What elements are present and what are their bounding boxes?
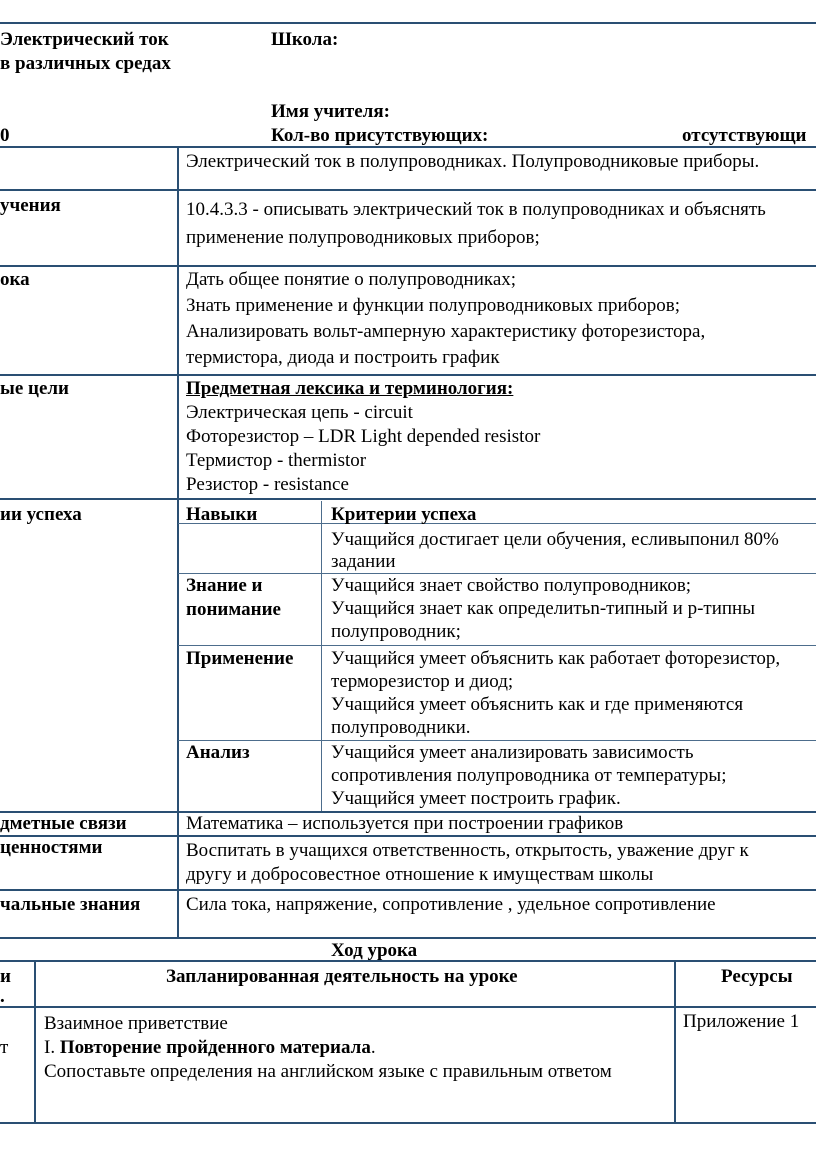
- resource-cell: Приложение 1: [683, 1011, 800, 1032]
- row-divider: [0, 374, 816, 376]
- text-line: Учащийся умеет анализировать зависимость: [331, 742, 694, 763]
- criteria-cell: [331, 741, 726, 810]
- text-line: Учащийся знает как определитьn-типный и p-типны: [331, 598, 755, 619]
- table-bottom-border: [0, 1122, 816, 1124]
- text-line: Учащийся умеет объяснить как и где применяются: [331, 694, 744, 715]
- text-line: Учащийся знает свойство полупроводников;: [331, 575, 692, 596]
- learning-objectives-label: учения: [0, 195, 61, 216]
- text-line: Дать общее понятие о полупроводниках;: [186, 269, 517, 290]
- cross-links-text: Математика – используется при построении графиков: [186, 813, 624, 834]
- criteria-cell: [331, 647, 780, 739]
- text-line: 10.4.3.3 - описывать электрический ток в полупроводниках и объяснять: [186, 199, 766, 220]
- table-top-border: [0, 22, 816, 24]
- text-line: Учащийся умеет объяснить как работает фоторезистор,: [331, 648, 781, 669]
- prior-knowledge-text: Сила тока, напряжение, сопротивление , удельное сопротивление: [186, 894, 716, 915]
- teacher-label: Имя учителя:: [271, 101, 390, 122]
- course-row-stage: т: [0, 1037, 9, 1058]
- skill-cell: [186, 574, 281, 622]
- roman-numeral: I.: [44, 1037, 60, 1058]
- task-text: Сопоставьте определения на английском языке с правильным ответом: [44, 1061, 612, 1082]
- text-line: Фоторезистор – LDR Light depended resistor: [186, 426, 541, 447]
- text-line: Термистор - thermistor: [186, 450, 367, 471]
- text-line: Резистор - resistance: [186, 474, 349, 495]
- text-line: Анализировать вольт-амперную характеристику фоторезистора,: [186, 321, 706, 342]
- skills-column-header: Навыки: [186, 504, 258, 525]
- skill-cell: Анализ: [186, 742, 250, 763]
- topic-title-line1: Электрический ток: [0, 29, 169, 50]
- course-col1-header-extra: .: [0, 986, 5, 1007]
- text-line: терморезистор и диод;: [331, 671, 514, 692]
- lesson-objectives-text: [186, 267, 705, 371]
- text-line: полупроводник;: [331, 621, 461, 642]
- text-line: Электрическая цепь - circuit: [186, 402, 413, 423]
- language-objectives-label: ые цели: [0, 378, 70, 399]
- skill-cell: Применение: [186, 648, 294, 669]
- row-divider: [0, 189, 816, 191]
- lesson-objectives-label: ока: [0, 269, 30, 290]
- success-criteria-label: ии успеха: [0, 504, 82, 525]
- values-label: ценностями: [0, 837, 103, 858]
- values-text: [186, 839, 749, 887]
- row-divider: [0, 498, 816, 500]
- review-dot: .: [370, 1037, 376, 1058]
- text-line: Знать применение и функции полупроводниковых приборов;: [186, 295, 681, 316]
- criteria-cell: [331, 529, 779, 573]
- course-title: Ход урока: [331, 940, 418, 961]
- course-col1-header: и: [0, 966, 11, 987]
- prior-knowledge-label: чальные знания: [0, 894, 141, 915]
- terminology-heading: Предметная лексика и терминология:: [186, 378, 514, 399]
- text-line: Воспитать в учащихся ответственность, открытость, уважение друг к: [186, 840, 749, 861]
- row-divider: [0, 1006, 816, 1008]
- school-label: Школа:: [271, 29, 339, 50]
- resources-header: Ресурсы: [721, 966, 793, 987]
- absent-count-label: отсутствующи: [682, 125, 807, 146]
- text-line: полупроводники.: [331, 717, 471, 738]
- inner-column-divider: [321, 501, 322, 811]
- row-divider: [0, 889, 816, 891]
- text-line: понимание: [186, 599, 281, 620]
- planned-activity-header: Запланированная деятельность на уроке: [166, 966, 518, 987]
- language-objectives-text: [186, 377, 540, 497]
- review-title: Повторение пройденного материала: [59, 1037, 371, 1058]
- lesson-topic: Электрический ток в полупроводниках. Полупроводниковые приборы.: [186, 151, 760, 172]
- review-heading: [44, 1036, 612, 1060]
- text-line: другу и добросовестное отношение к имуществам школы: [186, 864, 654, 885]
- learning-objectives-text: [186, 196, 766, 252]
- text-line: Учащийся достигает цели обучения, есливыпонил 80%: [331, 529, 779, 550]
- present-count-label: Кол-во присутствующих:: [271, 125, 489, 146]
- course-column-divider: [674, 960, 676, 1122]
- text-line: Знание и: [186, 575, 263, 596]
- text-line: термистора, диода и построить график: [186, 347, 500, 368]
- grade-label: 0: [0, 125, 10, 146]
- text-line: сопротивления полупроводника от температуры;: [331, 765, 727, 786]
- cross-links-label: дметные связи: [0, 813, 127, 834]
- greeting-text: Взаимное приветствие: [44, 1013, 228, 1034]
- inner-row-divider: [178, 645, 816, 646]
- text-line: задании: [331, 551, 396, 572]
- activity-cell: [44, 1012, 612, 1084]
- criteria-column-header: Критерии успеха: [331, 504, 477, 525]
- course-column-divider: [34, 960, 36, 1122]
- text-line: применение полупроводниковых приборов;: [186, 227, 540, 248]
- text-line: Учащийся умеет построить график.: [331, 788, 621, 809]
- criteria-cell: [331, 574, 755, 643]
- label-column-divider: [177, 146, 179, 937]
- topic-title-line2: в различных средах: [0, 53, 171, 74]
- inner-row-divider: [178, 523, 816, 524]
